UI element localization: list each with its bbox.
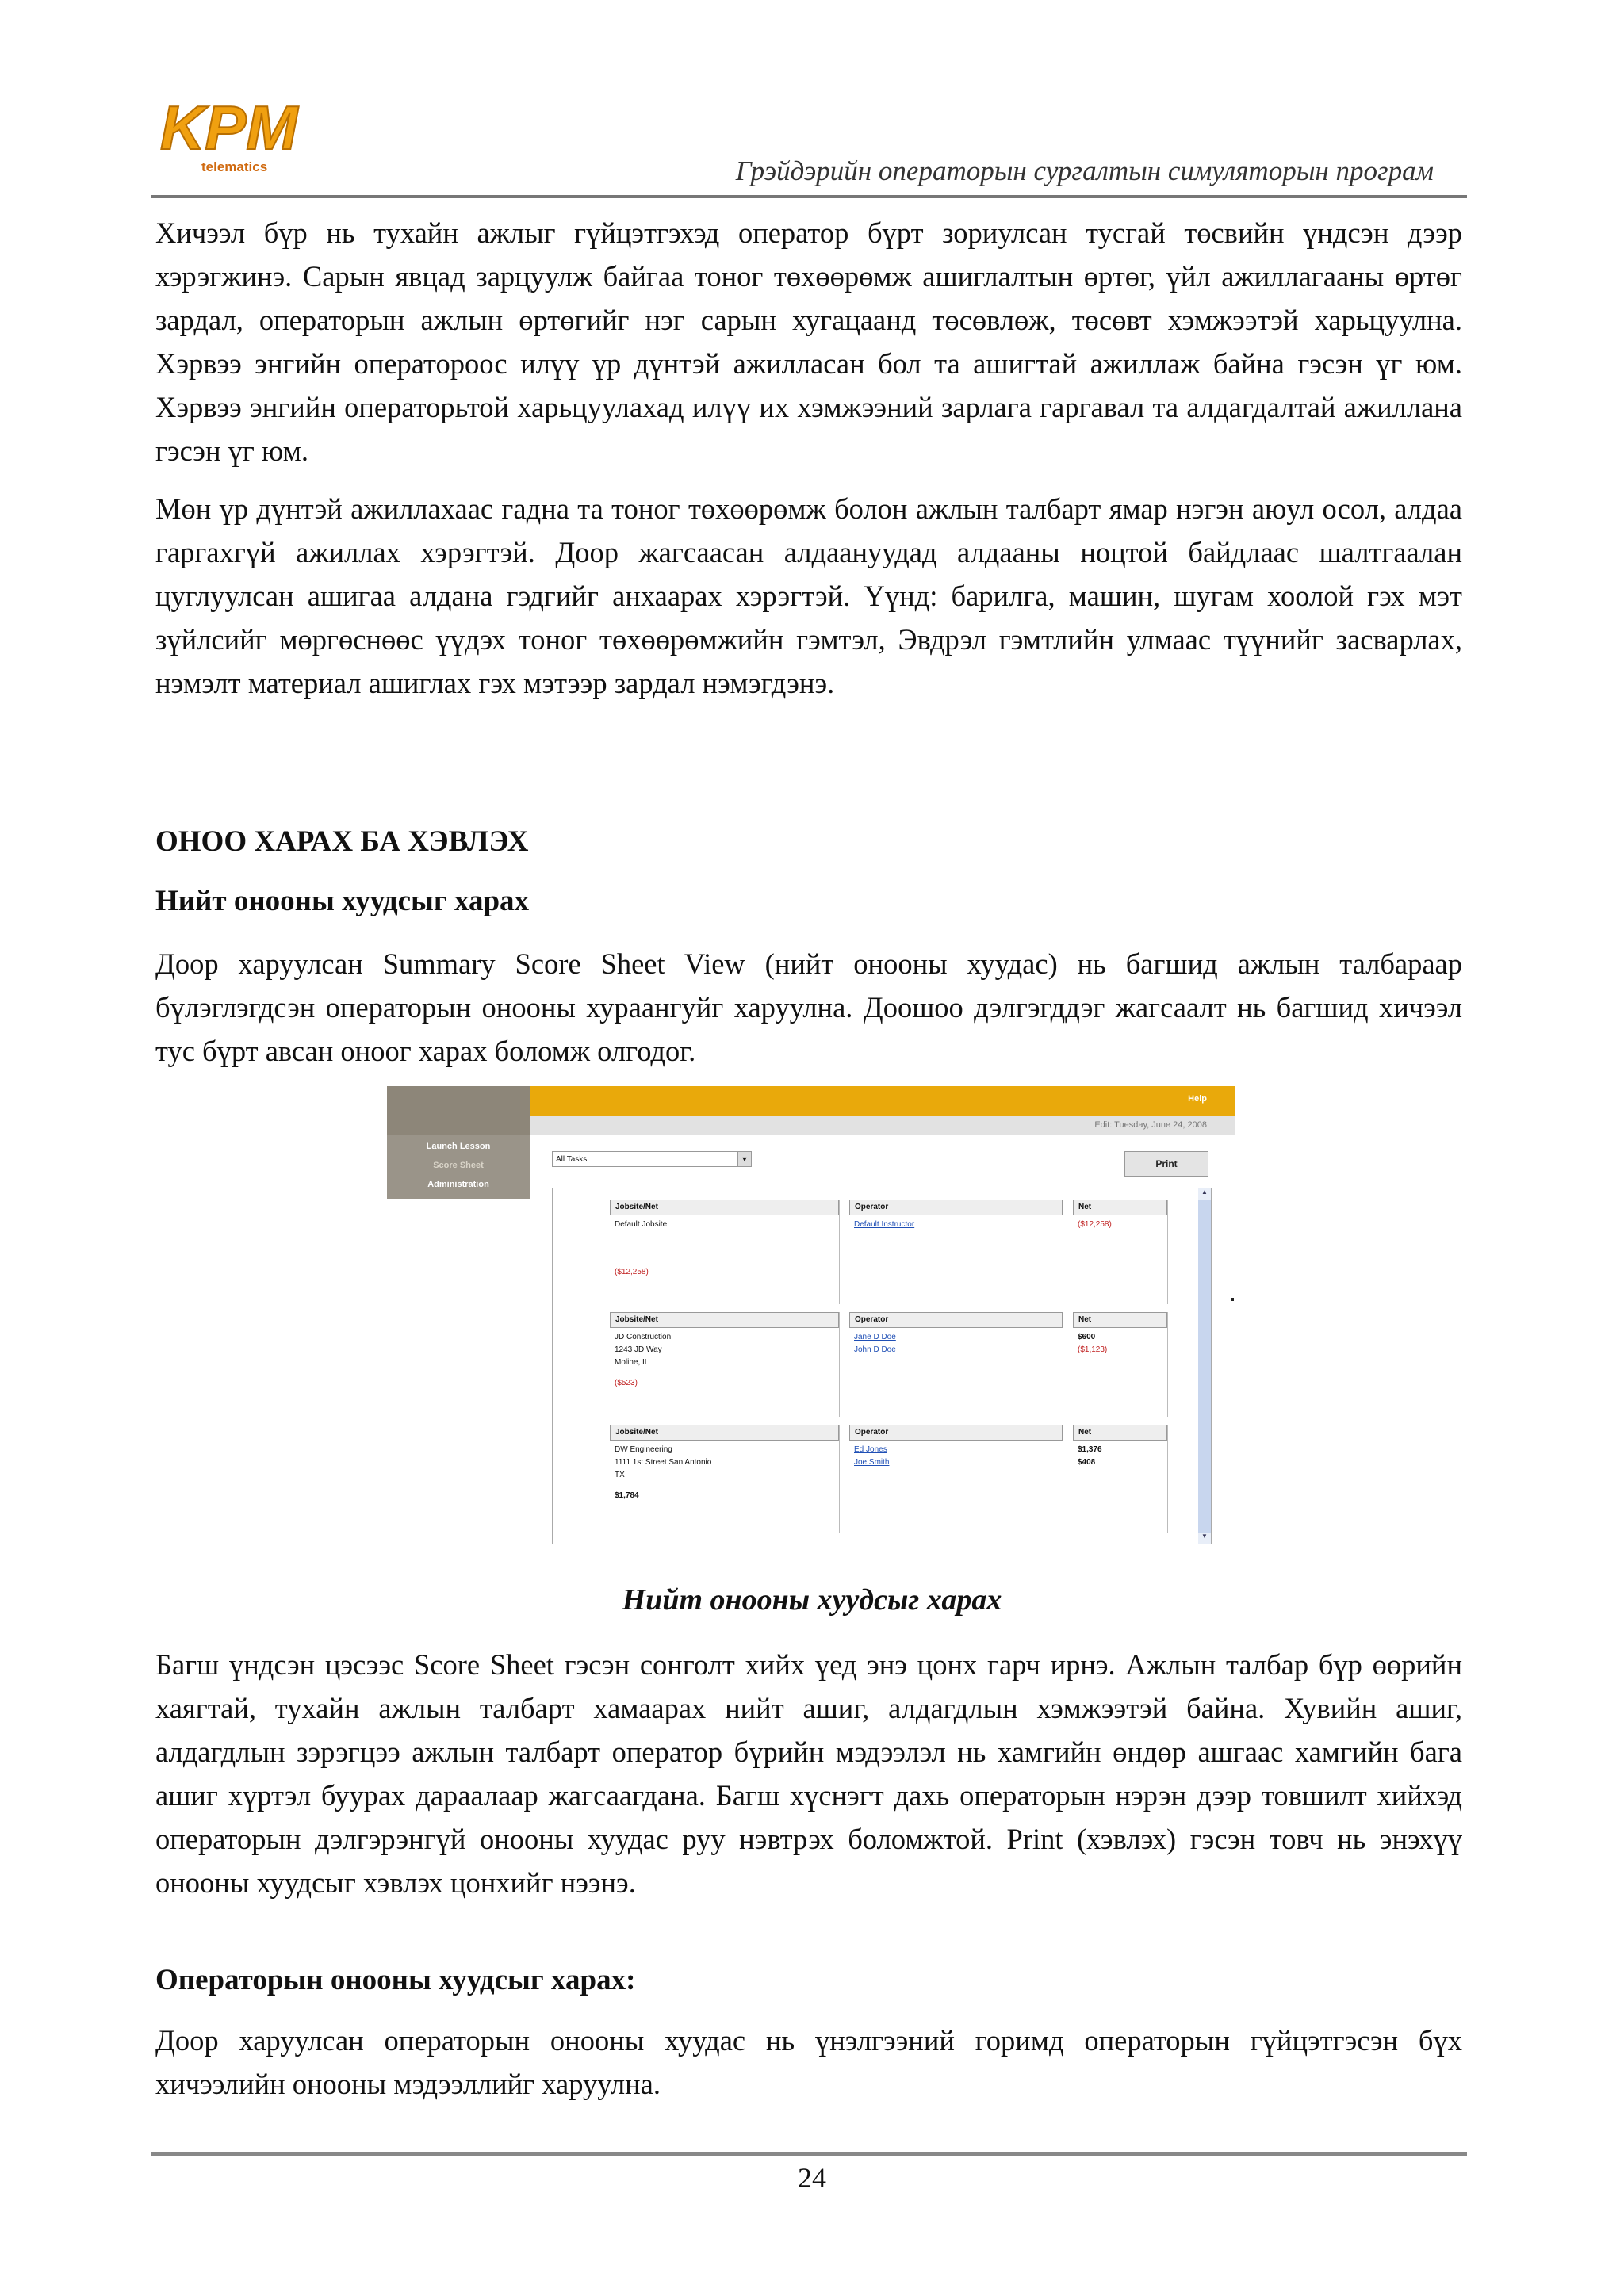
- jobsite-cell: [610, 1200, 840, 1304]
- operator-cell: [849, 1312, 1063, 1417]
- operator-column-header: Operator: [849, 1425, 1063, 1441]
- figure-caption: Нийт онооны хуудсыг харах: [622, 1583, 1002, 1617]
- task-filter-select[interactable]: [552, 1151, 752, 1167]
- screenshot-top-bar: [530, 1086, 1235, 1116]
- operator-cell: [849, 1425, 1063, 1533]
- section-heading: ОНОО ХАРАХ БА ХЭВЛЭХ: [155, 825, 529, 858]
- operator-net: ($1,123): [1078, 1345, 1108, 1354]
- help-link[interactable]: Help: [1188, 1094, 1207, 1104]
- operator-cell: [849, 1200, 1063, 1304]
- jobsite-line: Default Jobsite: [615, 1220, 668, 1229]
- net-cell: [1073, 1425, 1168, 1533]
- edit-date: Edit: Tuesday, June 24, 2008: [1094, 1120, 1207, 1130]
- operator-link[interactable]: Joe Smith: [854, 1458, 890, 1467]
- operator-link[interactable]: John D Doe: [854, 1345, 896, 1354]
- sidebar-item-score-sheet[interactable]: Score Sheet: [433, 1161, 484, 1170]
- net-cell: [1073, 1200, 1168, 1304]
- jobsite-line: 1243 JD Way: [615, 1345, 662, 1354]
- jobsite-cell: [610, 1312, 840, 1417]
- net-cell: [1073, 1312, 1168, 1417]
- sidebar-item-administration[interactable]: Administration: [427, 1180, 489, 1189]
- net-column-header: Net: [1073, 1312, 1167, 1328]
- operator-net: $1,376: [1078, 1445, 1102, 1454]
- score-sheet-screenshot: [387, 1086, 1235, 1548]
- screenshot-sidebar: [387, 1086, 530, 1548]
- operator-link[interactable]: Jane D Doe: [854, 1333, 896, 1341]
- header-rule: [151, 195, 1467, 198]
- page-number: 24: [798, 2162, 826, 2194]
- score-sheet-list: [552, 1188, 1212, 1544]
- task-filter-value: All Tasks: [556, 1155, 588, 1164]
- jobsite-line: Moline, IL: [615, 1358, 649, 1367]
- operator-net: $408: [1078, 1458, 1096, 1467]
- logo-wordmark: KPM: [160, 94, 298, 163]
- scrollbar[interactable]: [1198, 1188, 1211, 1544]
- operator-net: ($12,258): [1078, 1220, 1112, 1229]
- paragraph-budget: Хичээл бүр нь тухайн ажлыг гүйцэтгэхэд оператор бүрт зориулсан тусгай төсвийн үндсэн дээр хэрэгжинэ. Сарын явцад зарцуулж байгаа тоног төхөөрөмж ашиглалтын өртөг, үйл ажиллагааны өртөг зардал, операторын ажлын өртөгийг нэг сарын хугацаанд төсөвлөж, төсөвт хэмжээтэй харьцуулна. Хэрвээ энгийн оператороос илүү үр дүнтэй ажилласан бол та ашигтай ажиллаж байна гэсэн үг юм. Хэрвээ энгийн операторьтой харьцуулахад илүү их хэмжээний зарлага гаргавал та алдагдалтай ажиллана гэсэн үг юм.: [155, 216, 1462, 467]
- net-column-header: Net: [1073, 1425, 1167, 1441]
- logo-subtext: telematics: [201, 159, 268, 174]
- jobsite-line: JD Construction: [615, 1333, 672, 1341]
- cursor-dot: [1231, 1298, 1234, 1301]
- jobsite-column-header: Jobsite/Net: [610, 1200, 839, 1215]
- jobsite-net: ($12,258): [615, 1268, 649, 1276]
- footer-rule: [151, 2152, 1467, 2156]
- paragraph-summary-intro: Доор харуулсан Summary Score Sheet View (нийт онооны хуудас) нь багшид ажлын талбараар бүлэглэгдсэн операторын онооны хураангуйг харуулна. Доошоо дэлгэгддэг жагсаалт нь багшид хичээл тус бүрт авсан оноог харах боломж олгодог.: [155, 947, 1462, 1067]
- scroll-down-icon[interactable]: ▼: [1198, 1533, 1211, 1544]
- jobsite-cell: [610, 1425, 840, 1533]
- chevron-down-icon[interactable]: ▼: [737, 1152, 751, 1166]
- sidebar-item-launch-lesson[interactable]: Launch Lesson: [426, 1142, 491, 1151]
- jobsite-line: TX: [615, 1471, 625, 1479]
- jobsite-column-header: Jobsite/Net: [610, 1425, 839, 1441]
- jobsite-net: ($523): [615, 1379, 638, 1387]
- net-column-header: Net: [1073, 1200, 1167, 1215]
- sidebar-menu: [387, 1135, 530, 1199]
- scroll-up-icon[interactable]: ▲: [1198, 1188, 1211, 1200]
- jobsite-line: DW Engineering: [615, 1445, 672, 1454]
- operator-link[interactable]: Ed Jones: [854, 1445, 887, 1454]
- jobsite-line: 1111 1st Street San Antonio: [615, 1458, 712, 1467]
- subheading-summary: Нийт онооны хуудсыг харах: [155, 885, 530, 917]
- jobsite-net: $1,784: [615, 1491, 639, 1500]
- running-header-title: Грэйдэрийн операторын сургалтын симуляторын програм: [735, 155, 1434, 186]
- paragraph-operator-sheet: Доор харуулсан операторын онооны хуудас нь үнэлгээний горимд операторын гүйцэтгэсэн бүх хичээлийн онооны мэдээллийг харуулна.: [155, 2024, 1462, 2100]
- operator-net: $600: [1078, 1333, 1096, 1341]
- operator-link[interactable]: Default Instructor: [854, 1220, 915, 1229]
- paragraph-safety: Мөн үр дүнтэй ажиллахаас гадна та тоног төхөөрөмж болон ажлын талбарт ямар нэгэн аюул осол, алдаа гаргахгүй ажиллах хэрэгтэй. Доор жагсаасан алдаануудад алдааны ноцтой байдлаас шалтгаалан цуглуулсан ашигаа алдана гэдгийг анхаарах хэрэгтэй. Үүнд: барилга, машин, шугам хоолой гэх мэт зүйлсийг мөргөснөөс үүдэх тоног төхөөрөмжийн гэмтэл, Эвдрэл гэмтлийн улмаас түүнийг засварлах, нэмэлт материал ашиглах гэх мэтээр зардал нэмэгдэнэ.: [155, 492, 1462, 699]
- operator-column-header: Operator: [849, 1312, 1063, 1328]
- operator-column-header: Operator: [849, 1200, 1063, 1215]
- paragraph-score-sheet-window: Багш үндсэн цэсээс Score Sheet гэсэн сонголт хийх үед энэ цонх гарч ирнэ. Ажлын талбар бүр өөрийн хаягтай, тухайн ажлын талбарт хамаарах нийт ашиг, алдагдлын хэмжээтэй байна. Хувийн ашиг, алдагдлын зэрэгцээ ажлын талбарт оператор бүрийн мэдээлэл нь хамгийн өндөр ашгаас хамгийн бага ашиг хүртэл буурах дараалаар жагсаагдана. Багш хүснэгт дахь операторын нэрэн дээр товшилт хийхэд операторын дэлгэрэнгүй онооны хуудас руу нэвтрэх боломжтой. Print (хэвлэх) гэсэн товч нь энэхүү онооны хуудсыг хэвлэх цонхийг нээнэ.: [155, 1648, 1462, 1899]
- screenshot-sub-bar: [530, 1116, 1235, 1135]
- jobsite-column-header: Jobsite/Net: [610, 1312, 839, 1328]
- subheading-operator-sheet: Операторын онооны хуудсыг харах:: [155, 1964, 636, 1996]
- print-button[interactable]: Print: [1124, 1151, 1208, 1177]
